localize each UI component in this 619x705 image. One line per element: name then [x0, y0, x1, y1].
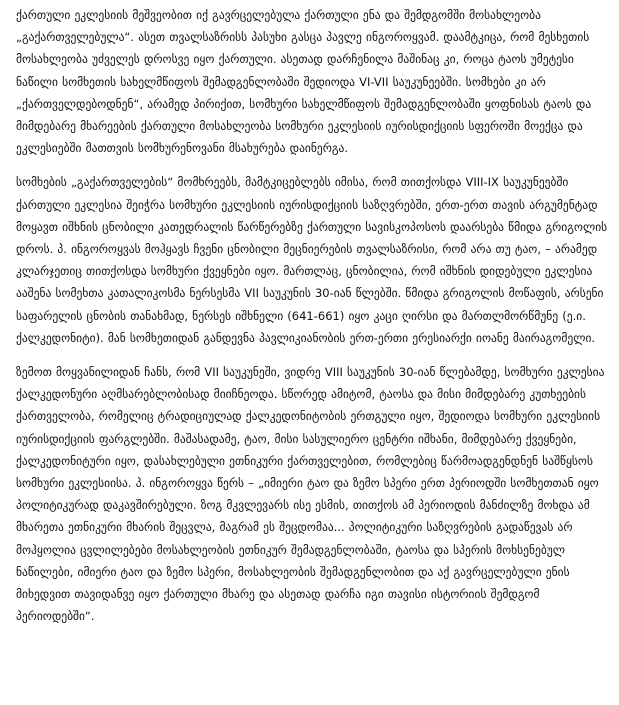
- paragraph-1: ქართული ეკლესიის მეშვეობით იქ გავრცელებულა ქართული ენა და შემდგომში მოსახლეობა „გაქართველებულა“. ასეთ თვალსაზრისს პასუხი გასცა პავლე ინგოროყვამ. დაამტკიცა, რომ მესხეთის მოსახლეობა უძველეს დროსვე იყო ქართული. ასეთად დარჩენილა მაშინაც კი, როცა ტაოს უმეტესი ნაწილი სომხეთის სახელმწიფოს შემადგენლობაში შედიოდა VI-VII საუკუნეებში. სომხები კი არ „ქართველდებოდნენ“, არამედ პირიქით, სომხური სახელმწიფოს შემადგენლობაში ყოფნისას ტაოს და მიმდებარე მხარეების ქართული მოსახლეობა სომხური ეკლესიის იურისდიქციის სფეროში მოექცა და ეკლესიებში მათთვის სომხურენოვანი მსახურება დაინერგა.: [16, 8, 592, 156]
- paragraph-2: სომხების „გაქართველების“ მომხრეებს, მამტკიცებლებს იმისა, რომ თითქოსდა VIII-IX საუკუნეებში ქართული ეკლესია შეიჭრა სომხური ეკლესიის იურისდიქციის საზღვრებში, ერთ-ერთ თავის არგუმენტად მოყავთ იშხნის ცნობილი კათედრალის წარწერებზე ქართული სავისკოპოსოს დაარსება წმიდა გრიგოლის დროს. პ. ინგოროყვას მოჰყავს ჩვენი ცნობილი მეცნიერების თვალსაზრისი, რომ არა თუ ტაო, – არამედ კლარჯეთიც თითქოსდა სომხური ქვეყნები იყო. მართლაც, ცნობილია, რომ იშხნის დიდებული ეკლესია ააშენა სომეხთა კათალიკოსმა ნერსესმა VII საუკუნის 30-იან წლებში. წმიდა გრიგოლის მოწაფის, არსენი საფარელის ცნობის თანახმად, ნერსეს იშხნელი (641-661) იყო კაცი ღირსი და მართლმორწმუნე (ე.ი. ქალკედონიტი). მან სომხეთიდან განდევნა პავლიკიანობის ერთ-ერთი ერესიარქი იოანე მაირაგომელი.: [16, 175, 608, 345]
- paragraph-3: ზემოთ მოყვანილიდან ჩანს, რომ VII საუკუნეში, ვიდრე VIII საუკუნის 30-იან წლებამდე, სომხური ეკლესია ქალკედონური აღმსარებლობისად მიიჩნეოდა. სწორედ ამიტომ, ტაოსა და მისი მიმდებარე კუთხეების ქართველობა, რომელიც ტრადიციულად ქალკედონიტობის ერთგული იყო, შედიოდა სომხური ეკლესიის იურისდიქციის ფარგლებში. მაშასადამე, ტაო, მისი სასულიერო ცენტრი იშხანი, მიმდებარე ქვეყნები, ქალკედონიტური იყო, დასახლებული ეთნიკური ქართველებით, რომლებიც წარმოადგენდნენ საშწყსოს სომხური ეკლესიისა. პ. ინგოროყვა წერს – „იმიერი ტაო და ზემო სპერი ერთ პერიოდში სომხეთთან იყო პოლიტიკურად დაკავშირებული. ზოგ მკვლევარს ისე ესმის, თითქოს ამ პერიოდის მანძილზე მოხდა ამ მხარეთა ეთნიკური მხარის შეცვლა, მაგრამ ეს შეცდომაა... პოლიტიკური საზღვრების გადაწევას არ მოჰყოლია ცვლილებები მოსახლეობის ეთნიკურ შემადგენლობაში, ტაოსა და სპერის მოხსენებულ ნაწილები, იმიერი ტაო და ზემო სპერი, მოსახლეობის შემადგენლობით და აქ გავრცელებული ენის მიხედვით თავიდანვე იყო ქართული მხარე და ასეთად დარჩა იგი თავისი ისტორიის შემდგომ პერიოდებში“.: [16, 365, 605, 624]
